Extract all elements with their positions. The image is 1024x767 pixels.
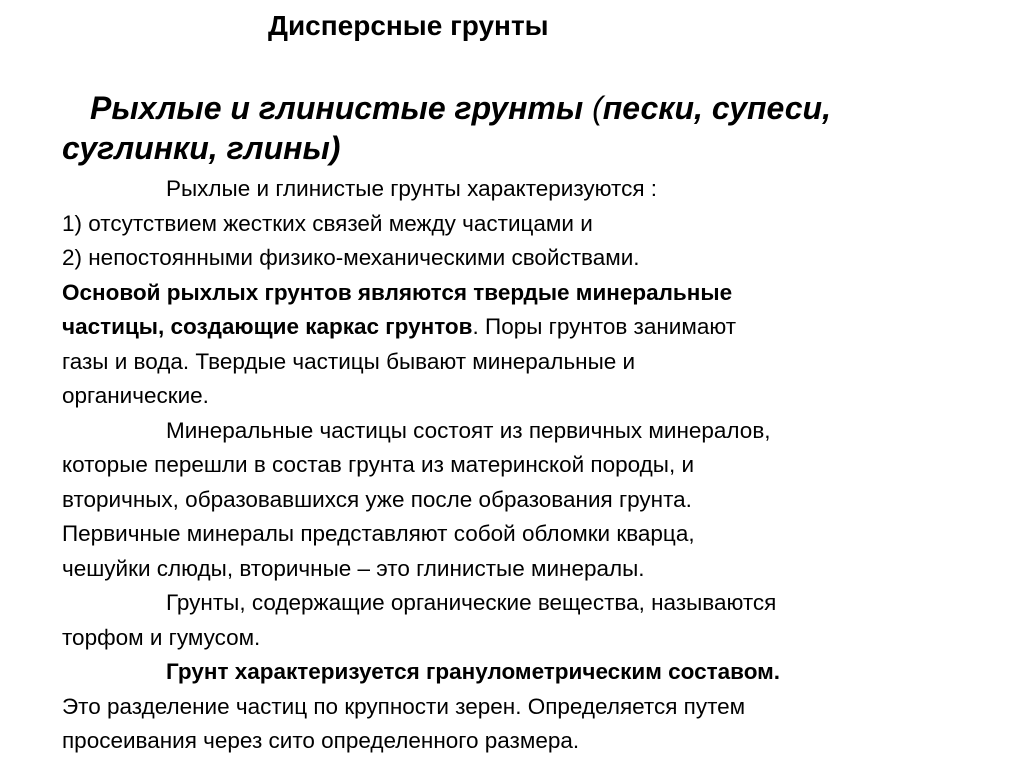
subtitle-text-b: пески, супеси, <box>602 90 831 126</box>
body-line: вторичных, образовавшихся уже после образования грунта. <box>62 486 692 512</box>
slide-title: Дисперсные грунты <box>268 10 549 41</box>
body-line: торфом и гумусом. <box>62 624 261 650</box>
body-bold-fragment: частицы, создающие каркас грунтов <box>62 314 473 339</box>
body-line: Грунты, содержащие органические вещества, называются <box>166 590 777 615</box>
body-line: Рыхлые и глинистые грунты характеризуются : <box>166 176 658 201</box>
body-line: органические. <box>62 383 209 408</box>
subtitle-paren: ( <box>592 90 603 126</box>
body-line: чешуйки слюды, вторичные – это глинистые минералы. <box>62 555 645 581</box>
body-text <box>62 172 1012 759</box>
body-line: Первичные минералы представляют собой обломки кварца, <box>62 521 695 546</box>
body-line: 2) непостоянными физико-механическими свойствами. <box>62 245 640 270</box>
subtitle-line-2: суглинки, глины) <box>62 130 341 166</box>
body-line: 1) отсутствием жестких связей между частицами и <box>62 210 593 236</box>
body-line <box>62 310 1012 345</box>
subtitle-line-1 <box>62 88 962 128</box>
body-line: Это разделение частиц по крупности зерен. Определяется путем <box>62 693 746 719</box>
body-line-bold: Основой рыхлых грунтов являются твердые минеральные <box>62 279 733 305</box>
body-line: просеивания через сито определенного размера. <box>62 728 580 753</box>
slide-subtitle <box>62 88 962 168</box>
body-line: которые перешли в состав грунта из материнской породы, и <box>62 452 695 477</box>
subtitle-text-a: Рыхлые и глинистые грунты <box>90 90 593 126</box>
body-line-bold: Грунт характеризуется гранулометрическим составом. <box>166 659 781 684</box>
body-fragment: . Поры грунтов занимают <box>472 314 737 339</box>
body-line: газы и вода. Твердые частицы бывают минеральные и <box>62 348 636 374</box>
body-line: Минеральные частицы состоят из первичных минералов, <box>166 417 771 443</box>
